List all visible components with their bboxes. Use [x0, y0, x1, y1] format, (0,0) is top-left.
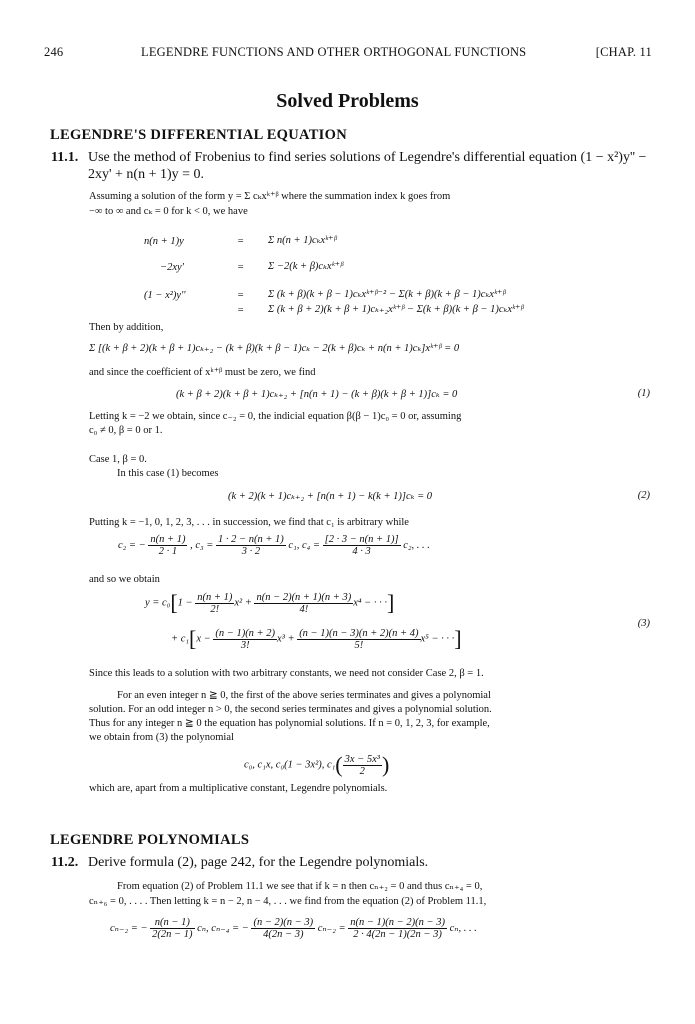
term-2-denominator: 4!: [299, 603, 309, 615]
equation-3-label: (3): [637, 618, 650, 629]
c3-lhs: , c₃ =: [190, 539, 214, 551]
eq-a-equals: =: [237, 236, 245, 247]
problem-statement: Use the method of Frobenius to find series solutions of Legendre's differential equation (1 − x²)y'' − 2xy' + n(n + 1)y = 0.: [88, 150, 647, 182]
series-c0: y = c₀: [145, 597, 171, 609]
derive-line-1: From equation (2) of Problem 11.1 we see that if k = n then cₙ₊₂ = 0 and thus cₙ₊₄ = 0,: [117, 881, 483, 892]
c2-lhs: c₂ = −: [118, 539, 146, 551]
problem-number: 11.2.: [51, 855, 79, 870]
cn-recurrence: [110, 917, 477, 940]
c4-fraction: [323, 534, 401, 557]
since-line: Since this leads to a solution with two arbitrary constants, we need not consider Case 2, β = 1.: [89, 668, 484, 679]
term-2-numerator: n(n − 2)(n + 1)(n + 3): [256, 591, 352, 603]
cn4b-numerator: n(n − 1)(n − 2)(n − 3): [350, 917, 445, 928]
letting-line-1: Letting k = −2 we obtain, since c₋₂ = 0, the indicial equation β(β − 1)c₀ = 0 or, assuming: [89, 411, 462, 422]
problem-number: 11.1.: [51, 150, 79, 165]
polynomial-terms: c₀, c₁x, c₀(1 − 3x²), c₁: [244, 759, 336, 771]
cn2-fraction: [150, 917, 194, 940]
c2-fraction: [148, 534, 187, 557]
coefficient-line: and since the coefficient of xᵏ⁺ᵝ must be zero, we find: [89, 367, 316, 378]
cn2-denominator: 2(2n − 1): [152, 929, 193, 940]
cn2-tail: cₙ, cₙ₋₄ = −: [197, 922, 249, 934]
bracket-close-2: ]: [454, 626, 462, 651]
polynomial-fraction: [343, 754, 382, 777]
cn4-fraction: [251, 917, 315, 940]
paren-close: ): [381, 752, 390, 777]
eq-c-lhs: (1 − x²)y'': [144, 290, 186, 301]
eq-a-rhs: Σ n(n + 1)cₖxᵏ⁺ᵝ: [268, 235, 337, 246]
derive-line-2: cₙ₊₆ = 0, . . . . Then letting k = n − 2, n − 4, . . . we find from the equation (2) of Problem 11.1,: [89, 896, 487, 907]
which-line: which are, apart from a multiplicative constant, Legendre polynomials.: [89, 783, 388, 794]
series-term-4: [297, 628, 420, 651]
term-3-denominator: 3!: [240, 639, 250, 651]
c3-numerator: 1 · 2 − n(n + 1): [217, 534, 284, 545]
cn4b-tail: cₙ, . . .: [449, 922, 477, 934]
cn2-lhs: cₙ₋₂ = −: [110, 922, 148, 934]
paragraph-line-2: solution. For an odd integer n > 0, the second series terminates and gives a polynomial solution.: [89, 704, 492, 715]
eq-c-rhs-1: Σ (k + β)(k + β − 1)cₖxᵏ⁺ᵝ⁻² − Σ(k + β)(k + β − 1)cₖxᵏ⁺ᵝ: [268, 289, 506, 300]
series-term-2: [254, 592, 353, 615]
eq-b-rhs: Σ −2(k + β)cₖxᵏ⁺ᵝ: [268, 261, 344, 272]
term-4-numerator: (n − 1)(n − 3)(n + 2)(n + 4): [299, 627, 419, 639]
equation-1: (k + β + 2)(k + β + 1)cₖ₊₂ + [n(n + 1) − (k + β)(k + β + 1)]cₖ = 0: [176, 389, 458, 400]
case-1-text: In this case (1) becomes: [117, 468, 219, 479]
eq-c-equals-1: =: [237, 290, 245, 301]
intro-line-1: Assuming a solution of the form y = Σ cₖxᵏ⁺ᵝ where the summation index k goes from: [89, 191, 451, 202]
c4-denominator: 4 · 3: [352, 546, 371, 557]
section-heading-legendre-equation: LEGENDRE'S DIFFERENTIAL EQUATION: [50, 127, 347, 143]
term-1-denominator: 2!: [210, 603, 220, 615]
bracket-open-2: [: [189, 626, 197, 651]
chapter-label: [CHAP. 11: [595, 45, 652, 59]
then-by-addition: Then by addition,: [89, 322, 164, 333]
c4-tail: c₂, . . .: [403, 539, 430, 551]
series-line-1: y = c₀[1 − $\frac{n(n + 1)}{2!}$ x² + $\frac{n(n - 2)(n + 1)(n + 3)}{4!}$ x⁴ − · · ·]: [145, 590, 395, 615]
c3-tail: c₁, c₄ =: [288, 539, 320, 551]
section-heading-legendre-polynomials: LEGENDRE POLYNOMIALS: [50, 832, 250, 848]
cn4-mid: cₙ₋₂ =: [317, 922, 346, 934]
eq-a-lhs: n(n + 1)y: [144, 236, 184, 247]
cn4b-fraction: [348, 917, 447, 940]
c2-numerator: n(n + 1): [150, 534, 186, 545]
cn4b-denominator: 2 · 4(2n − 1)(2n − 3): [353, 929, 442, 940]
letting-line-2: c₀ ≠ 0, β = 0 or 1.: [89, 425, 163, 436]
series-term-3: [213, 628, 277, 651]
bracket-open-1: [: [170, 590, 178, 615]
c3-denominator: 3 · 2: [241, 546, 261, 557]
series-c1: + c₁: [171, 633, 190, 645]
polynomial-list: [244, 752, 389, 778]
eq-b-equals: =: [237, 262, 245, 273]
page-number: 246: [44, 45, 64, 59]
c4-numerator: [2 · 3 − n(n + 1)]: [324, 534, 399, 545]
case-1-heading: Case 1, β = 0.: [89, 454, 147, 465]
equation-1-label: (1): [637, 388, 650, 399]
running-title: LEGENDRE FUNCTIONS AND OTHER ORTHOGONAL FUNCTIONS: [141, 45, 527, 59]
putting-line: Putting k = −1, 0, 1, 2, 3, . . . in succession, we find that c₁ is arbitrary while: [89, 517, 409, 528]
eq-b-lhs: −2xy': [160, 262, 184, 273]
bracket-close-1: ]: [387, 590, 395, 615]
cn2-numerator: n(n − 1): [150, 917, 194, 929]
cn4-numerator: (n − 2)(n − 3): [253, 917, 314, 928]
intro-line-2: −∞ to ∞ and cₖ = 0 for k < 0, we have: [89, 206, 248, 217]
problem-11-1: [51, 149, 651, 183]
paragraph-line-3: Thus for any integer n ≧ 0 the equation has polynomial solutions. If n = 0, 1, 2, 3, for example,: [89, 718, 490, 729]
equation-2-label: (2): [637, 490, 650, 501]
eq-c-equals-2: =: [237, 305, 245, 316]
page-title: Solved Problems: [276, 90, 419, 112]
series-line-2: + c₁[x − $\frac{(n - 1)(n + 2)}{3!}$ x³ + $\frac{(n - 1)(n - 3)(n + 2)(n + 4)}{5!}$ x⁵ − · · ·]: [171, 626, 462, 651]
paren-open: (: [335, 752, 343, 777]
paragraph-line-1: For an even integer n ≧ 0, the first of the above series terminates and gives a polynomial: [117, 690, 491, 701]
sum-equation: Σ [(k + β + 2)(k + β + 1)cₖ₊₂ − (k + β)(k + β − 1)cₖ − 2(k + β)cₖ + n(n + 1)cₖ]xᵏ⁺ᵝ = 0: [89, 343, 460, 354]
c3-fraction: [216, 534, 286, 557]
series-term-1: [195, 592, 234, 615]
poly-denominator: 2: [359, 765, 365, 777]
poly-numerator: 3x − 5x³: [344, 753, 380, 765]
c2-denominator: 2 · 1: [158, 546, 178, 557]
cn4-denominator: 4(2n − 3): [263, 929, 304, 940]
problem-11-2: [51, 854, 651, 871]
problem-statement: Derive formula (2), page 242, for the Legendre polynomials.: [88, 855, 429, 870]
eq-c-rhs-2: Σ (k + β + 2)(k + β + 1)cₖ₊₂xᵏ⁺ᵝ − Σ(k + β)(k + β − 1)cₖxᵏ⁺ᵝ: [268, 304, 524, 315]
term-1-numerator: n(n + 1): [197, 591, 233, 603]
and-so-line: and so we obtain: [89, 574, 160, 585]
equation-2: (k + 2)(k + 1)cₖ₊₂ + [n(n + 1) − k(k + 1)]cₖ = 0: [228, 491, 433, 502]
paragraph-line-4: we obtain from (3) the polynomial: [89, 732, 234, 743]
term-3-numerator: (n − 1)(n + 2): [215, 627, 276, 639]
coefficient-recurrence: [118, 534, 430, 557]
term-4-denominator: 5!: [354, 639, 364, 651]
